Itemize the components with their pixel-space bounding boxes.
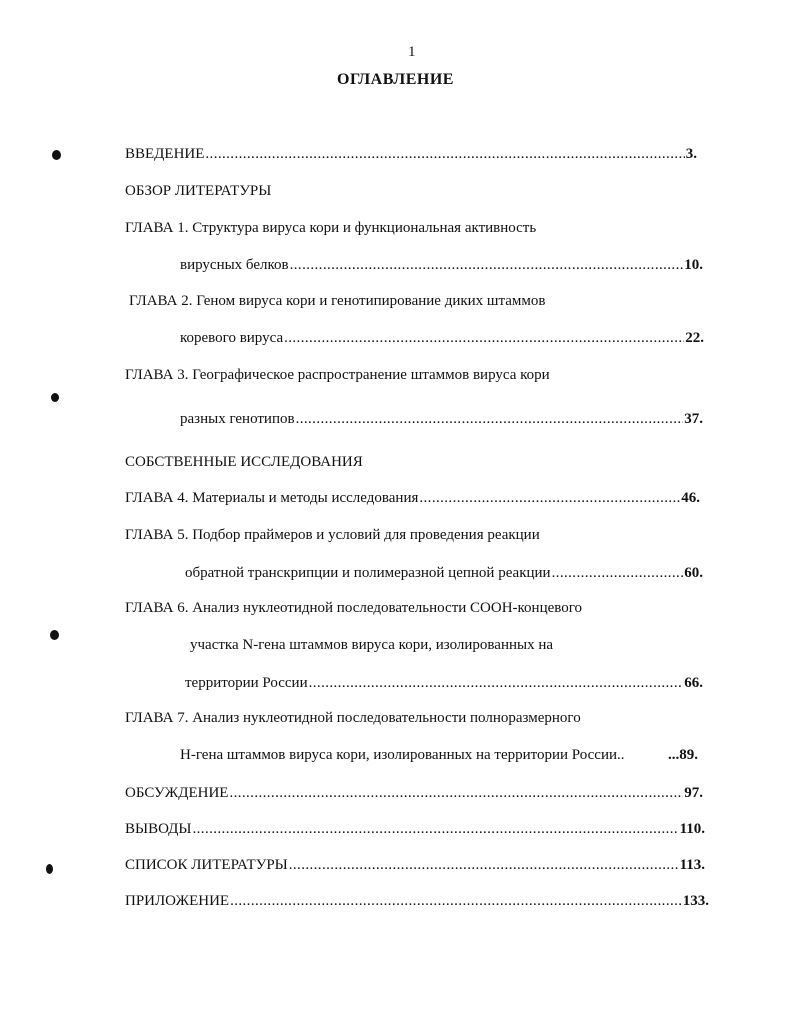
toc-page: 66. <box>684 675 703 691</box>
toc-leader <box>296 411 684 428</box>
toc-leader <box>309 675 684 692</box>
toc-entry-chapter-4 <box>125 490 700 507</box>
toc-leader <box>205 146 684 163</box>
section-heading-review: ОБЗОР ЛИТЕРАТУРЫ <box>125 183 272 199</box>
toc-label: коревого вируса <box>180 330 284 346</box>
toc-entry-chapter-2 <box>180 330 704 347</box>
toc-entry-intro <box>125 146 697 163</box>
page-number: 1 <box>408 44 416 60</box>
toc-label: вирусных белков <box>180 257 289 273</box>
toc-page: 113. <box>679 857 705 873</box>
scan-blot <box>46 864 53 874</box>
toc-page: 46. <box>681 490 700 506</box>
toc-chapter-2-line1: ГЛАВА 2. Геном вируса кори и генотипирование диких штаммов <box>129 293 546 309</box>
toc-chapter-3-line1: ГЛАВА 3. Географическое распространение штаммов вируса кори <box>125 367 550 383</box>
toc-chapter-6-line2: участка N-гена штаммов вируса кори, изолированных на <box>190 637 554 653</box>
toc-page: 22. <box>685 330 704 346</box>
toc-entry-discussion <box>125 785 703 802</box>
toc-leader <box>229 785 683 802</box>
toc-label: ПРИЛОЖЕНИЕ <box>125 893 230 909</box>
toc-entry-chapter-3 <box>180 411 703 428</box>
toc-leader <box>552 565 684 582</box>
scan-blot <box>50 630 59 640</box>
toc-label: обратной транскрипции и полимеразной цепной реакции <box>185 565 551 581</box>
toc-chapter-5-line1: ГЛАВА 5. Подбор праймеров и условий для проведения реакции <box>125 527 540 543</box>
toc-chapter-1-line1: ГЛАВА 1. Структура вируса кори и функциональная активность <box>125 220 537 236</box>
toc-leader <box>290 257 684 274</box>
toc-page: 97. <box>684 785 703 801</box>
toc-label: ОБСУЖДЕНИЕ <box>125 785 229 801</box>
toc-page: 60. <box>684 565 703 581</box>
toc-entry-chapter-5 <box>185 565 703 582</box>
toc-label: разных генотипов <box>180 411 295 427</box>
toc-label: ГЛАВА 4. Материалы и методы исследования <box>125 490 419 506</box>
toc-entry-chapter-6 <box>185 675 703 692</box>
toc-leader <box>419 490 680 507</box>
toc-entry-chapter-1 <box>180 257 703 274</box>
toc-chapter-6-line1: ГЛАВА 6. Анализ нуклеотидной последовательности СООН-концевого <box>125 600 583 616</box>
toc-label: СПИСОК ЛИТЕРАТУРЫ <box>125 857 288 873</box>
toc-label: ВВЕДЕНИЕ <box>125 146 205 162</box>
toc-page: 10. <box>684 257 703 273</box>
toc-entry-conclusions <box>125 821 705 838</box>
scan-blot <box>51 393 59 402</box>
toc-label: ВЫВОДЫ <box>125 821 192 837</box>
toc-entry-references <box>125 857 705 874</box>
toc-leader <box>230 893 682 910</box>
scan-blot <box>52 150 61 160</box>
toc-label: Н-гена штаммов вируса кори, изолированных на территории России.. <box>180 747 625 763</box>
toc-leader <box>289 857 679 874</box>
toc-page: 3. <box>685 146 697 162</box>
toc-label: территории России <box>185 675 308 691</box>
toc-entry-appendix <box>125 893 709 910</box>
toc-page: 133. <box>682 893 709 909</box>
toc-leader <box>284 330 684 347</box>
toc-chapter-7-line1: ГЛАВА 7. Анализ нуклеотидной последовательности полноразмерного <box>125 710 581 726</box>
toc-page: 37. <box>684 411 703 427</box>
section-heading-own-research: СОБСТВЕННЫЕ ИССЛЕДОВАНИЯ <box>125 454 363 470</box>
toc-entry-chapter-7 <box>180 747 698 764</box>
toc-leader <box>193 821 679 838</box>
toc-page: ...89. <box>668 747 698 763</box>
page-title: ОГЛАВЛЕНИЕ <box>337 71 454 88</box>
toc-page: 110. <box>679 821 705 837</box>
